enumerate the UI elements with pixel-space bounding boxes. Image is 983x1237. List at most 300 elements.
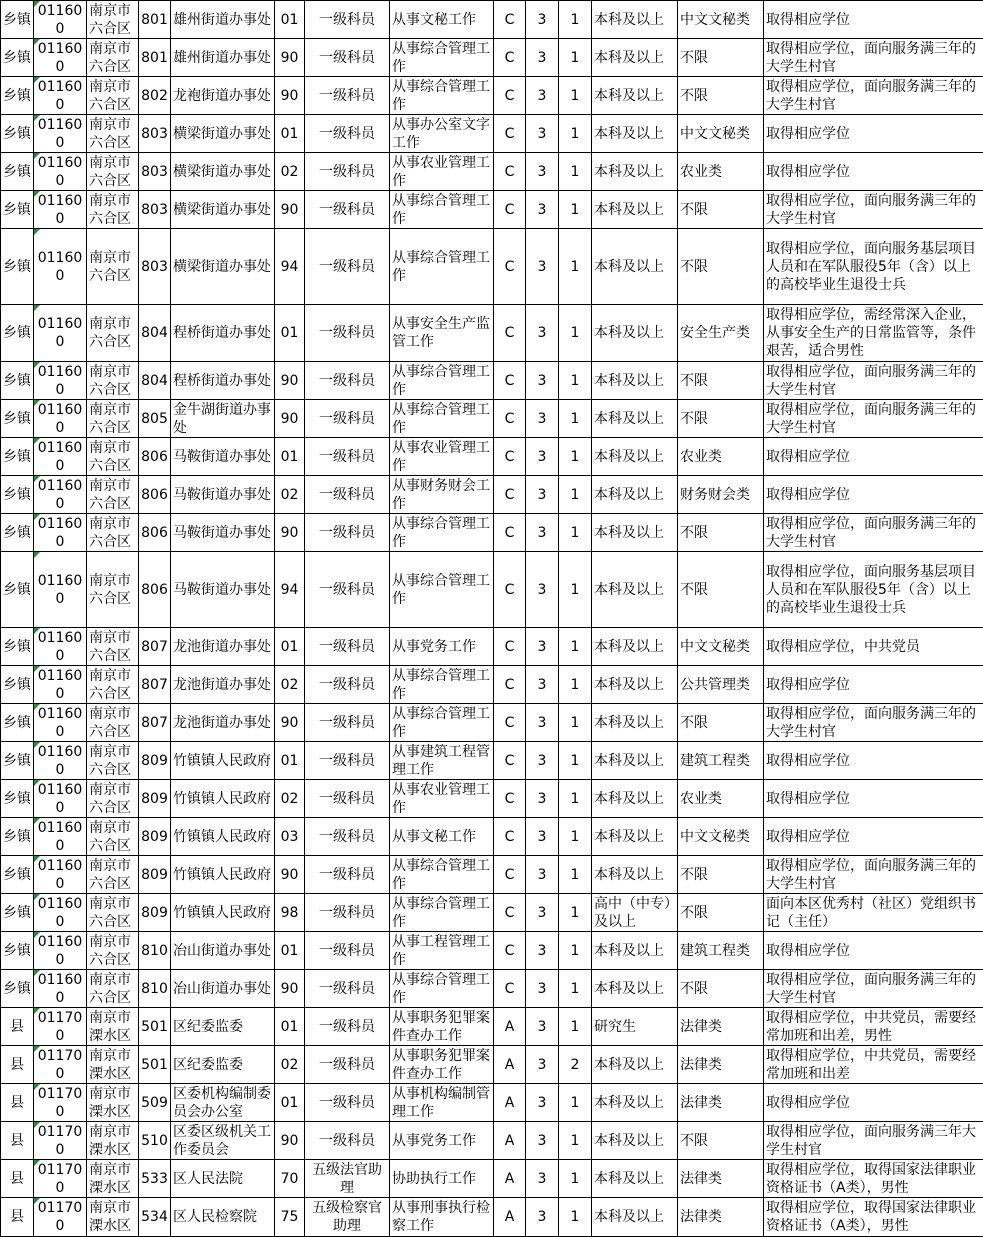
note-cell: 取得相应学位，面向服务满三年的大学生村官 <box>764 362 983 400</box>
unit-cell: 雄州街道办事处 <box>171 1 275 39</box>
ratio-cell: 3 <box>526 818 559 856</box>
major-cell: 法律类 <box>678 1008 764 1046</box>
table-row <box>1 1046 983 1084</box>
note-cell: 取得相应学位 <box>764 1 983 39</box>
ratio-cell: 3 <box>526 1 559 39</box>
level-cell: 县 <box>1 1198 34 1237</box>
count-cell: 1 <box>559 1122 592 1160</box>
unit-cell: 区委机构编制委员会办公室 <box>171 1084 275 1122</box>
table-row <box>1 115 983 153</box>
area-cell: 南京市六合区 <box>87 742 139 780</box>
level-cell: 乡镇 <box>1 704 34 742</box>
education-cell: 本科及以上 <box>592 856 678 894</box>
unit-cell: 马鞍街道办事处 <box>171 476 275 514</box>
count-cell: 1 <box>559 229 592 305</box>
job-cell: 从事职务犯罪案件查办工作 <box>390 1046 494 1084</box>
level-cell: 乡镇 <box>1 894 34 932</box>
code-cell: 011600 <box>34 305 87 362</box>
position-code-cell: 01 <box>275 305 305 362</box>
dept-code-cell: 804 <box>139 362 171 400</box>
education-cell: 本科及以上 <box>592 1122 678 1160</box>
ratio-cell: 3 <box>526 1046 559 1084</box>
level-cell: 乡镇 <box>1 476 34 514</box>
dept-code-cell: 804 <box>139 305 171 362</box>
dept-code-cell: 807 <box>139 628 171 666</box>
level-cell: 乡镇 <box>1 400 34 438</box>
ratio-cell: 3 <box>526 153 559 191</box>
major-cell: 法律类 <box>678 1160 764 1198</box>
ratio-cell: 3 <box>526 77 559 115</box>
unit-cell: 区人民法院 <box>171 1160 275 1198</box>
code-cell: 011600 <box>34 856 87 894</box>
position-code-cell: 94 <box>275 552 305 628</box>
ratio-cell: 3 <box>526 1198 559 1237</box>
note-cell: 取得相应学位 <box>764 666 983 704</box>
dept-code-cell: 806 <box>139 514 171 552</box>
rank-cell: 一级科员 <box>305 666 390 704</box>
category-cell: C <box>494 970 526 1008</box>
position-code-cell: 90 <box>275 191 305 229</box>
area-cell: 南京市六合区 <box>87 628 139 666</box>
ratio-cell: 3 <box>526 476 559 514</box>
table-row <box>1 1008 983 1046</box>
rank-cell: 一级科员 <box>305 438 390 476</box>
table-row <box>1 1198 983 1237</box>
code-cell: 011600 <box>34 552 87 628</box>
level-cell: 乡镇 <box>1 115 34 153</box>
dept-code-cell: 809 <box>139 894 171 932</box>
table-row <box>1 305 983 362</box>
position-code-cell: 02 <box>275 666 305 704</box>
major-cell: 不限 <box>678 39 764 77</box>
major-cell: 中文文秘类 <box>678 628 764 666</box>
note-cell: 取得相应学位 <box>764 742 983 780</box>
area-cell: 南京市六合区 <box>87 400 139 438</box>
category-cell: C <box>494 894 526 932</box>
unit-cell: 雄州街道办事处 <box>171 39 275 77</box>
code-cell: 011700 <box>34 1046 87 1084</box>
education-cell: 研究生 <box>592 1008 678 1046</box>
education-cell: 本科及以上 <box>592 552 678 628</box>
count-cell: 1 <box>559 818 592 856</box>
level-cell: 乡镇 <box>1 153 34 191</box>
note-cell: 取得相应学位，取得国家法律职业资格证书（A类），男性 <box>764 1198 983 1237</box>
position-code-cell: 90 <box>275 970 305 1008</box>
position-code-cell: 02 <box>275 153 305 191</box>
table-row <box>1 970 983 1008</box>
area-cell: 南京市溧水区 <box>87 1046 139 1084</box>
area-cell: 南京市六合区 <box>87 115 139 153</box>
count-cell: 1 <box>559 115 592 153</box>
category-cell: C <box>494 400 526 438</box>
area-cell: 南京市六合区 <box>87 1 139 39</box>
rank-cell: 一级科员 <box>305 191 390 229</box>
count-cell: 1 <box>559 514 592 552</box>
code-cell: 011600 <box>34 438 87 476</box>
position-code-cell: 94 <box>275 229 305 305</box>
area-cell: 南京市六合区 <box>87 438 139 476</box>
category-cell: C <box>494 818 526 856</box>
major-cell: 不限 <box>678 704 764 742</box>
job-cell: 从事综合管理工作 <box>390 39 494 77</box>
job-cell: 从事综合管理工作 <box>390 191 494 229</box>
area-cell: 南京市六合区 <box>87 39 139 77</box>
dept-code-cell: 810 <box>139 970 171 1008</box>
note-cell: 取得相应学位，中共党员，需要经常加班和出差，男性 <box>764 1008 983 1046</box>
table-row <box>1 476 983 514</box>
note-cell: 取得相应学位 <box>764 780 983 818</box>
unit-cell: 横梁街道办事处 <box>171 153 275 191</box>
area-cell: 南京市六合区 <box>87 704 139 742</box>
category-cell: A <box>494 1084 526 1122</box>
rank-cell: 一级科员 <box>305 856 390 894</box>
area-cell: 南京市溧水区 <box>87 1198 139 1237</box>
category-cell: C <box>494 362 526 400</box>
education-cell: 本科及以上 <box>592 818 678 856</box>
ratio-cell: 3 <box>526 932 559 970</box>
major-cell: 不限 <box>678 191 764 229</box>
area-cell: 南京市六合区 <box>87 514 139 552</box>
dept-code-cell: 809 <box>139 856 171 894</box>
unit-cell: 程桥街道办事处 <box>171 305 275 362</box>
note-cell: 取得相应学位 <box>764 438 983 476</box>
table-row <box>1 1 983 39</box>
education-cell: 本科及以上 <box>592 476 678 514</box>
note-cell: 取得相应学位，面向服务满三年的大学生村官 <box>764 77 983 115</box>
note-cell: 取得相应学位，面向服务满三年的大学生村官 <box>764 39 983 77</box>
rank-cell: 五级法官助理 <box>305 1160 390 1198</box>
unit-cell: 区委区级机关工作委员会 <box>171 1122 275 1160</box>
code-cell: 011600 <box>34 476 87 514</box>
unit-cell: 竹镇镇人民政府 <box>171 856 275 894</box>
area-cell: 南京市六合区 <box>87 856 139 894</box>
table-row <box>1 77 983 115</box>
unit-cell: 区纪委监委 <box>171 1046 275 1084</box>
code-cell: 011600 <box>34 362 87 400</box>
major-cell: 不限 <box>678 552 764 628</box>
note-cell: 取得相应学位，需经常深入企业，从事安全生产的日常监管等，条件艰苦，适合男性 <box>764 305 983 362</box>
major-cell: 安全生产类 <box>678 305 764 362</box>
category-cell: C <box>494 704 526 742</box>
count-cell: 1 <box>559 305 592 362</box>
major-cell: 法律类 <box>678 1198 764 1237</box>
dept-code-cell: 807 <box>139 704 171 742</box>
area-cell: 南京市溧水区 <box>87 1160 139 1198</box>
major-cell: 建筑工程类 <box>678 742 764 780</box>
job-cell: 从事财务财会工作 <box>390 476 494 514</box>
unit-cell: 横梁街道办事处 <box>171 115 275 153</box>
count-cell: 1 <box>559 362 592 400</box>
table-row <box>1 818 983 856</box>
rank-cell: 一级科员 <box>305 894 390 932</box>
count-cell: 1 <box>559 552 592 628</box>
code-cell: 011600 <box>34 191 87 229</box>
unit-cell: 龙池街道办事处 <box>171 628 275 666</box>
note-cell: 取得相应学位 <box>764 932 983 970</box>
count-cell: 1 <box>559 191 592 229</box>
education-cell: 本科及以上 <box>592 39 678 77</box>
note-cell: 取得相应学位，面向服务满三年的大学生村官 <box>764 970 983 1008</box>
count-cell: 1 <box>559 894 592 932</box>
note-cell: 取得相应学位，面向服务满三年的大学生村官 <box>764 400 983 438</box>
ratio-cell: 3 <box>526 628 559 666</box>
dept-code-cell: 806 <box>139 552 171 628</box>
category-cell: A <box>494 1046 526 1084</box>
education-cell: 本科及以上 <box>592 77 678 115</box>
table-row <box>1 704 983 742</box>
rank-cell: 一级科员 <box>305 476 390 514</box>
major-cell: 财务财会类 <box>678 476 764 514</box>
area-cell: 南京市六合区 <box>87 153 139 191</box>
note-cell: 面向本区优秀村（社区）党组织书记（主任） <box>764 894 983 932</box>
code-cell: 011600 <box>34 970 87 1008</box>
count-cell: 1 <box>559 856 592 894</box>
major-cell: 不限 <box>678 362 764 400</box>
rank-cell: 一级科员 <box>305 704 390 742</box>
level-cell: 县 <box>1 1122 34 1160</box>
code-cell: 011600 <box>34 39 87 77</box>
ratio-cell: 3 <box>526 191 559 229</box>
ratio-cell: 3 <box>526 742 559 780</box>
note-cell: 取得相应学位 <box>764 1084 983 1122</box>
dept-code-cell: 501 <box>139 1008 171 1046</box>
education-cell: 本科及以上 <box>592 1084 678 1122</box>
category-cell: C <box>494 229 526 305</box>
major-cell: 不限 <box>678 514 764 552</box>
note-cell: 取得相应学位，面向服务满三年的大学生村官 <box>764 191 983 229</box>
education-cell: 本科及以上 <box>592 514 678 552</box>
dept-code-cell: 509 <box>139 1084 171 1122</box>
level-cell: 乡镇 <box>1 742 34 780</box>
note-cell: 取得相应学位 <box>764 115 983 153</box>
unit-cell: 横梁街道办事处 <box>171 229 275 305</box>
position-code-cell: 90 <box>275 514 305 552</box>
rank-cell: 一级科员 <box>305 780 390 818</box>
position-code-cell: 75 <box>275 1198 305 1237</box>
level-cell: 乡镇 <box>1 932 34 970</box>
level-cell: 县 <box>1 1008 34 1046</box>
job-cell: 从事刑事执行检察工作 <box>390 1198 494 1237</box>
category-cell: A <box>494 1122 526 1160</box>
dept-code-cell: 802 <box>139 77 171 115</box>
rank-cell: 一级科员 <box>305 742 390 780</box>
job-cell: 从事农业管理工作 <box>390 153 494 191</box>
table-row <box>1 780 983 818</box>
education-cell: 高中（中专）及以上 <box>592 894 678 932</box>
major-cell: 农业类 <box>678 438 764 476</box>
count-cell: 1 <box>559 39 592 77</box>
rank-cell: 一级科员 <box>305 1 390 39</box>
category-cell: C <box>494 39 526 77</box>
education-cell: 本科及以上 <box>592 305 678 362</box>
unit-cell: 冶山街道办事处 <box>171 970 275 1008</box>
ratio-cell: 3 <box>526 1008 559 1046</box>
job-cell: 从事办公室文字工作 <box>390 115 494 153</box>
count-cell: 1 <box>559 1160 592 1198</box>
rank-cell: 一级科员 <box>305 628 390 666</box>
category-cell: C <box>494 305 526 362</box>
position-code-cell: 03 <box>275 818 305 856</box>
category-cell: A <box>494 1008 526 1046</box>
job-cell: 从事综合管理工作 <box>390 229 494 305</box>
count-cell: 1 <box>559 1008 592 1046</box>
count-cell: 1 <box>559 780 592 818</box>
major-cell: 中文文秘类 <box>678 1 764 39</box>
count-cell: 1 <box>559 476 592 514</box>
major-cell: 不限 <box>678 894 764 932</box>
level-cell: 乡镇 <box>1 970 34 1008</box>
rank-cell: 一级科员 <box>305 818 390 856</box>
dept-code-cell: 809 <box>139 742 171 780</box>
count-cell: 1 <box>559 400 592 438</box>
position-code-cell: 01 <box>275 1084 305 1122</box>
level-cell: 乡镇 <box>1 438 34 476</box>
ratio-cell: 3 <box>526 229 559 305</box>
count-cell: 1 <box>559 932 592 970</box>
education-cell: 本科及以上 <box>592 438 678 476</box>
category-cell: C <box>494 77 526 115</box>
position-code-cell: 01 <box>275 628 305 666</box>
count-cell: 1 <box>559 666 592 704</box>
dept-code-cell: 533 <box>139 1160 171 1198</box>
position-code-cell: 90 <box>275 362 305 400</box>
job-cell: 从事综合管理工作 <box>390 856 494 894</box>
ratio-cell: 3 <box>526 1084 559 1122</box>
level-cell: 乡镇 <box>1 191 34 229</box>
unit-cell: 金牛湖街道办事处 <box>171 400 275 438</box>
code-cell: 011600 <box>34 628 87 666</box>
note-cell: 取得相应学位 <box>764 476 983 514</box>
count-cell: 2 <box>559 1046 592 1084</box>
note-cell: 取得相应学位，面向服务满三年的大学生村官 <box>764 704 983 742</box>
table-row <box>1 666 983 704</box>
area-cell: 南京市六合区 <box>87 229 139 305</box>
code-cell: 011600 <box>34 514 87 552</box>
count-cell: 1 <box>559 153 592 191</box>
category-cell: C <box>494 552 526 628</box>
dept-code-cell: 803 <box>139 191 171 229</box>
job-cell: 从事综合管理工作 <box>390 552 494 628</box>
area-cell: 南京市六合区 <box>87 191 139 229</box>
dept-code-cell: 809 <box>139 780 171 818</box>
unit-cell: 区人民检察院 <box>171 1198 275 1237</box>
category-cell: A <box>494 1160 526 1198</box>
dept-code-cell: 803 <box>139 229 171 305</box>
rank-cell: 一级科员 <box>305 514 390 552</box>
education-cell: 本科及以上 <box>592 780 678 818</box>
rank-cell: 一级科员 <box>305 552 390 628</box>
major-cell: 不限 <box>678 970 764 1008</box>
level-cell: 乡镇 <box>1 77 34 115</box>
area-cell: 南京市溧水区 <box>87 1122 139 1160</box>
table-row <box>1 362 983 400</box>
position-code-cell: 70 <box>275 1160 305 1198</box>
major-cell: 建筑工程类 <box>678 932 764 970</box>
table-body <box>1 1 983 1237</box>
area-cell: 南京市六合区 <box>87 552 139 628</box>
job-cell: 从事农业管理工作 <box>390 780 494 818</box>
category-cell: C <box>494 628 526 666</box>
dept-code-cell: 801 <box>139 1 171 39</box>
code-cell: 011600 <box>34 77 87 115</box>
education-cell: 本科及以上 <box>592 1160 678 1198</box>
table-row <box>1 856 983 894</box>
code-cell: 011600 <box>34 818 87 856</box>
ratio-cell: 3 <box>526 39 559 77</box>
major-cell: 不限 <box>678 400 764 438</box>
code-cell: 011700 <box>34 1198 87 1237</box>
position-code-cell: 01 <box>275 1 305 39</box>
major-cell: 不限 <box>678 1122 764 1160</box>
major-cell: 公共管理类 <box>678 666 764 704</box>
education-cell: 本科及以上 <box>592 742 678 780</box>
code-cell: 011700 <box>34 1008 87 1046</box>
rank-cell: 一级科员 <box>305 39 390 77</box>
table-row <box>1 1084 983 1122</box>
dept-code-cell: 805 <box>139 400 171 438</box>
ratio-cell: 3 <box>526 362 559 400</box>
job-cell: 从事综合管理工作 <box>390 704 494 742</box>
job-cell: 从事工程管理工作 <box>390 932 494 970</box>
code-cell: 011600 <box>34 894 87 932</box>
position-code-cell: 02 <box>275 1046 305 1084</box>
category-cell: C <box>494 856 526 894</box>
table-row <box>1 191 983 229</box>
education-cell: 本科及以上 <box>592 362 678 400</box>
job-cell: 从事文秘工作 <box>390 1 494 39</box>
unit-cell: 竹镇镇人民政府 <box>171 894 275 932</box>
dept-code-cell: 501 <box>139 1046 171 1084</box>
area-cell: 南京市六合区 <box>87 305 139 362</box>
note-cell: 取得相应学位，面向服务满三年的大学生村官 <box>764 856 983 894</box>
major-cell: 中文文秘类 <box>678 818 764 856</box>
level-cell: 乡镇 <box>1 666 34 704</box>
note-cell: 取得相应学位，面向服务基层项目人员和在军队服役5年（含）以上的高校毕业生退役士兵 <box>764 552 983 628</box>
area-cell: 南京市六合区 <box>87 666 139 704</box>
code-cell: 011600 <box>34 742 87 780</box>
note-cell: 取得相应学位，面向服务基层项目人员和在军队服役5年（含）以上的高校毕业生退役士兵 <box>764 229 983 305</box>
area-cell: 南京市六合区 <box>87 970 139 1008</box>
dept-code-cell: 806 <box>139 438 171 476</box>
unit-cell: 竹镇镇人民政府 <box>171 742 275 780</box>
dept-code-cell: 806 <box>139 476 171 514</box>
category-cell: C <box>494 153 526 191</box>
education-cell: 本科及以上 <box>592 666 678 704</box>
major-cell: 农业类 <box>678 153 764 191</box>
unit-cell: 冶山街道办事处 <box>171 932 275 970</box>
rank-cell: 一级科员 <box>305 932 390 970</box>
rank-cell: 一级科员 <box>305 153 390 191</box>
position-code-cell: 90 <box>275 856 305 894</box>
rank-cell: 一级科员 <box>305 1084 390 1122</box>
position-code-cell: 02 <box>275 780 305 818</box>
table-row <box>1 552 983 628</box>
code-cell: 011600 <box>34 666 87 704</box>
rank-cell: 一级科员 <box>305 115 390 153</box>
table-row <box>1 39 983 77</box>
major-cell: 不限 <box>678 856 764 894</box>
level-cell: 县 <box>1 1046 34 1084</box>
education-cell: 本科及以上 <box>592 628 678 666</box>
education-cell: 本科及以上 <box>592 970 678 1008</box>
major-cell: 不限 <box>678 77 764 115</box>
unit-cell: 马鞍街道办事处 <box>171 438 275 476</box>
code-cell: 011600 <box>34 780 87 818</box>
area-cell: 南京市六合区 <box>87 818 139 856</box>
unit-cell: 马鞍街道办事处 <box>171 552 275 628</box>
category-cell: C <box>494 1 526 39</box>
job-cell: 从事建筑工程管理工作 <box>390 742 494 780</box>
